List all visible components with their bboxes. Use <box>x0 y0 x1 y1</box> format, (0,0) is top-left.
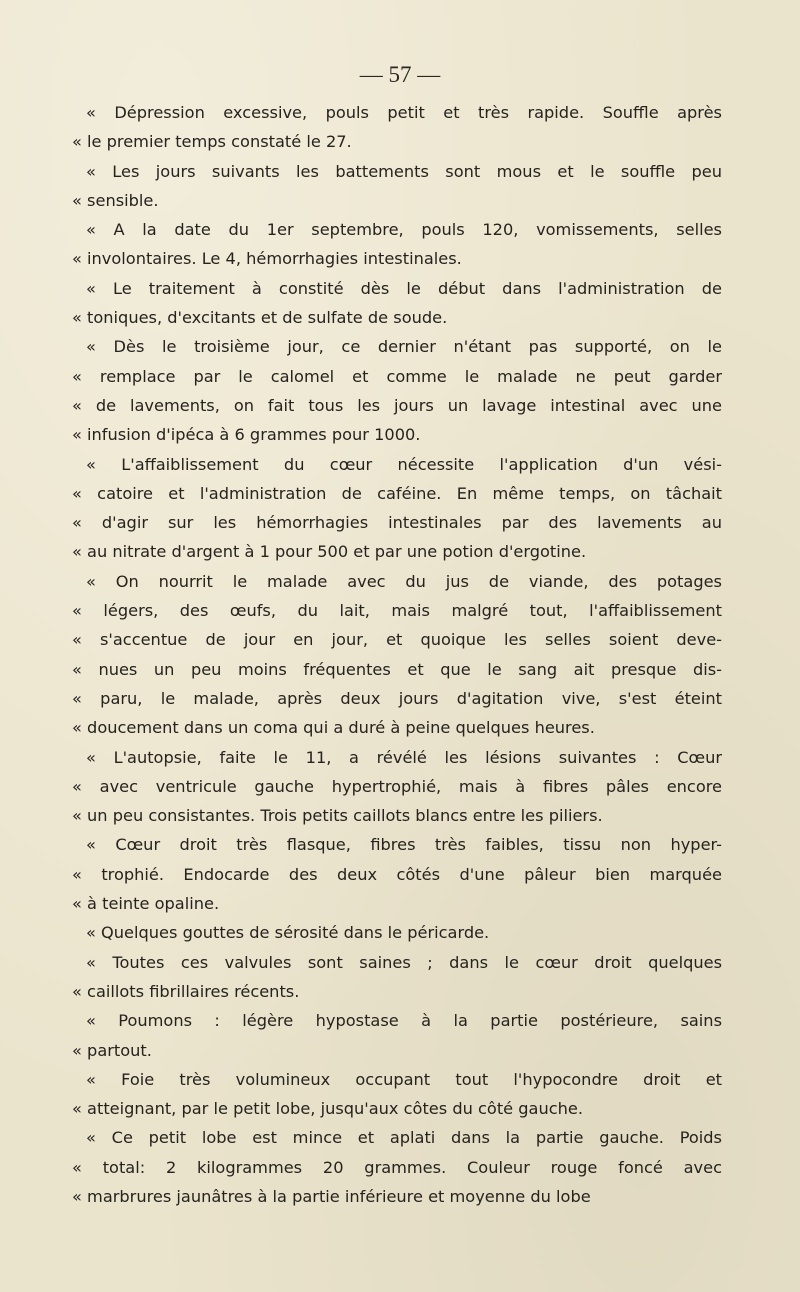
text-line: « avec ventricule gauche hypertrophié, mais à fibres pâles encore <box>72 776 722 796</box>
text-line: « à teinte opaline. <box>72 894 220 914</box>
text-line: « caillots fibrillaires récents. <box>72 981 300 1001</box>
text-line: « nues un peu moins fréquentes et que le sang ait presque dis- <box>72 659 722 679</box>
text-line: « total: 2 kilogrammes 20 grammes. Couleur rouge foncé avec <box>72 1157 722 1177</box>
text-line: « Poumons : légère hypostase à la partie postérieure, sains <box>86 1011 722 1031</box>
text-line: « remplace par le calomel et comme le malade ne peut garder <box>72 366 722 386</box>
text-line: « Le traitement à constité dès le début dans l'administration de <box>86 278 722 298</box>
text-line: « Ce petit lobe est mince et aplati dans la partie gauche. Poids <box>86 1128 722 1148</box>
text-line: « sensible. <box>72 190 159 210</box>
text-line: « de lavements, on fait tous les jours un lavage intestinal avec une <box>72 395 722 415</box>
text-line: « Quelques gouttes de sérosité dans le péricarde. <box>86 923 490 943</box>
text-line: « involontaires. Le 4, hémorrhagies intestinales. <box>72 249 462 269</box>
text-line: « toniques, d'excitants et de sulfate de soude. <box>72 308 448 328</box>
text-line: « infusion d'ipéca à 6 grammes pour 1000. <box>72 425 421 445</box>
text-line: « le premier temps constaté le 27. <box>72 132 352 152</box>
text-line: « A la date du 1er septembre, pouls 120, vomissements, selles <box>86 220 722 240</box>
page-number: — 57 — <box>359 62 441 87</box>
text-line: « Dépression excessive, pouls petit et très rapide. Souffle après <box>86 103 722 122</box>
text-line: « L'affaiblissement du cœur nécessite l'application d'un vési- <box>86 454 722 474</box>
text-line: « au nitrate d'argent à 1 pour 500 et par une potion d'ergotine. <box>72 542 587 562</box>
text-line: « légers, des œufs, du lait, mais malgré tout, l'affaiblissement <box>72 601 722 621</box>
text-line: « Cœur droit très flasque, fibres très faibles, tissu non hyper- <box>86 835 722 855</box>
text-line: « s'accentue de jour en jour, et quoique les selles soient deve- <box>72 630 722 650</box>
text-line: « atteignant, par le petit lobe, jusqu'aux côtes du côté gauche. <box>72 1099 583 1119</box>
text-line: « marbrures jaunâtres à la partie inférieure et moyenne du lobe <box>72 1186 591 1206</box>
text-line: « Toutes ces valvules sont saines ; dans le cœur droit quelques <box>86 952 722 972</box>
body-text <box>72 98 722 1211</box>
text-line: « partout. <box>72 1040 152 1060</box>
text-line: « Dès le troisième jour, ce dernier n'étant pas supporté, on le <box>86 337 722 357</box>
text-line: « d'agir sur les hémorrhagies intestinales par des lavements au <box>72 513 722 533</box>
text-line: « catoire et l'administration de caféine. En même temps, on tâchait <box>72 483 722 503</box>
text-line: « Foie très volumineux occupant tout l'hypocondre droit et <box>86 1069 722 1089</box>
text-line: « Les jours suivants les battements sont mous et le souffle peu <box>86 161 722 181</box>
text-line: « doucement dans un coma qui a duré à peine quelques heures. <box>72 718 595 738</box>
text-line: « paru, le malade, après deux jours d'agitation vive, s'est éteint <box>72 688 722 708</box>
text-line: « un peu consistantes. Trois petits caillots blancs entre les piliers. <box>72 806 603 826</box>
text-line: « L'autopsie, faite le 11, a révélé les lésions suivantes : Cœur <box>86 747 722 767</box>
text-line: « On nourrit le malade avec du jus de viande, des potages <box>86 571 722 591</box>
text-line: « trophié. Endocarde des deux côtés d'une pâleur bien marquée <box>72 864 722 884</box>
